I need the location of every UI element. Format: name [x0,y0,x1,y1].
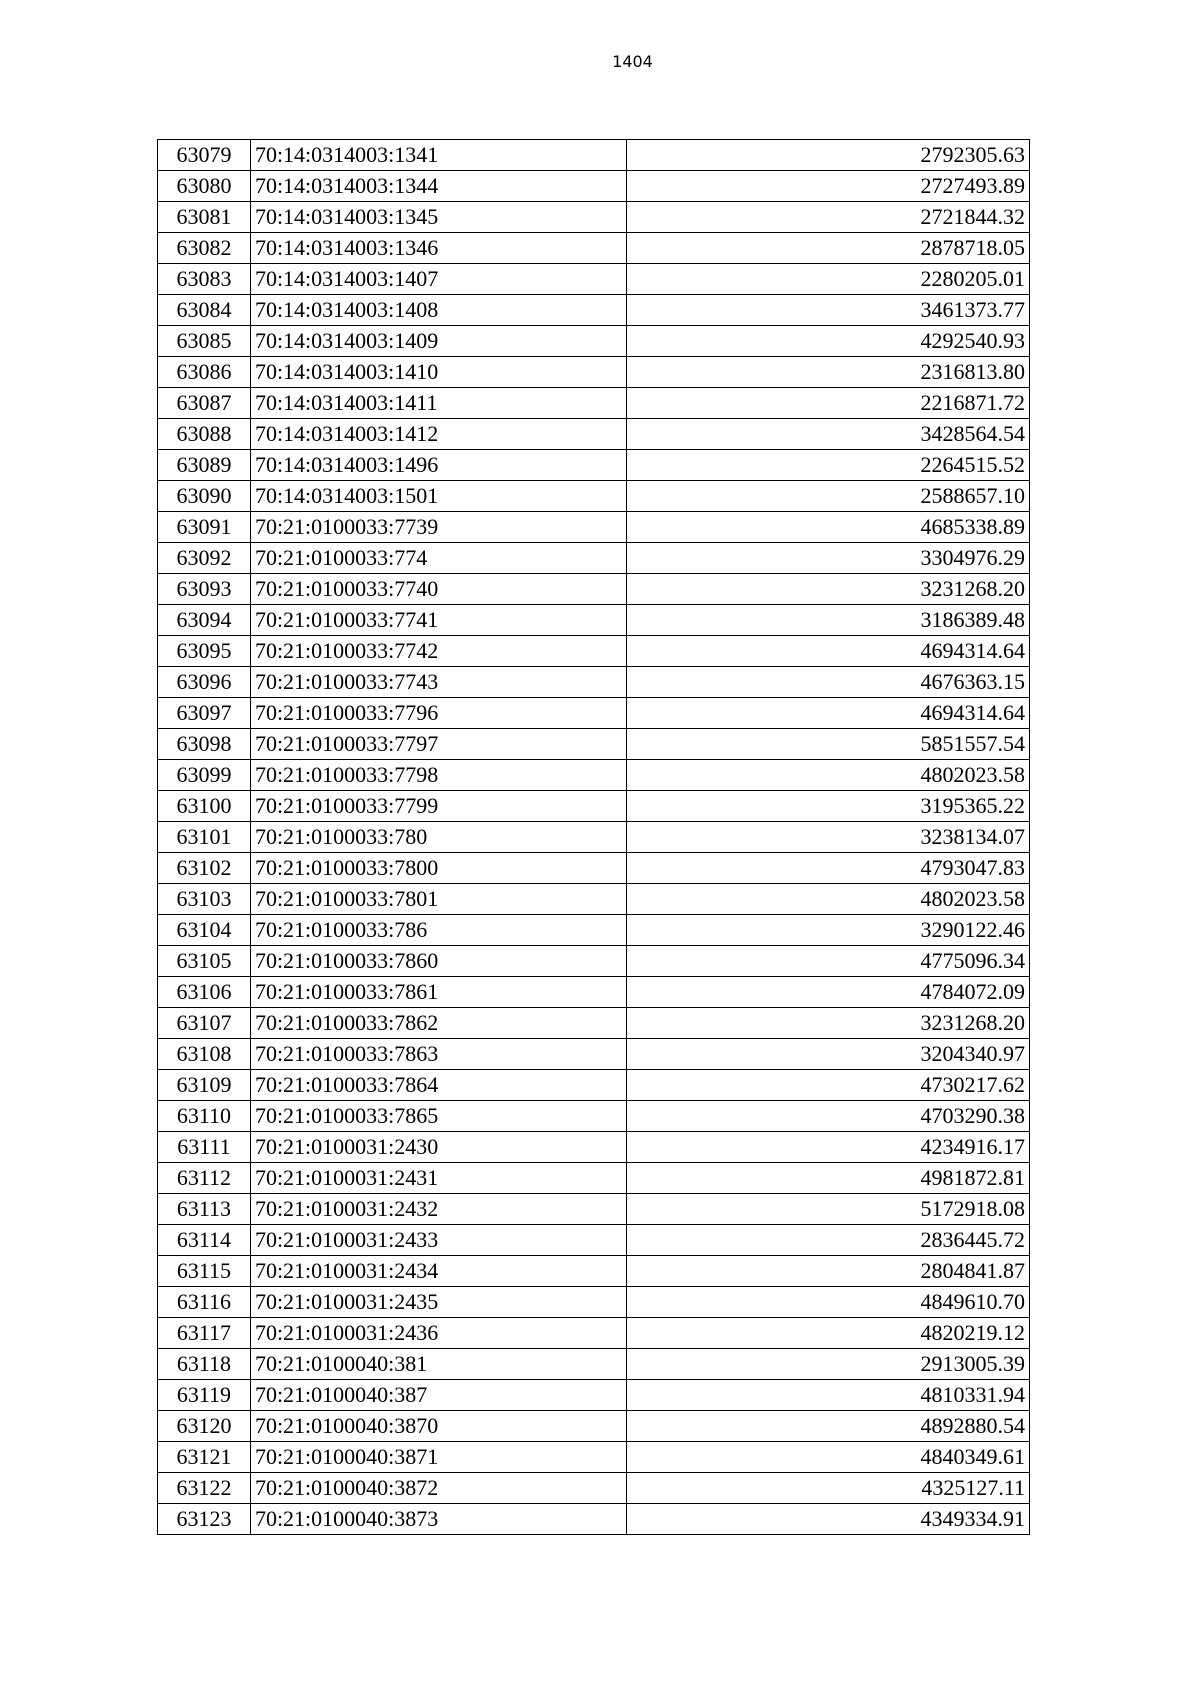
row-number: 63111 [158,1132,251,1163]
cadastral-number: 70:21:0100033:7801 [250,884,626,915]
row-number: 63102 [158,853,251,884]
row-number: 63087 [158,388,251,419]
table-row [158,1349,1030,1380]
row-number: 63094 [158,605,251,636]
cadastral-number: 70:21:0100033:7865 [250,1101,626,1132]
row-number: 63107 [158,1008,251,1039]
table-row [158,481,1030,512]
row-number: 63093 [158,574,251,605]
table-row [158,1039,1030,1070]
table-row [158,1473,1030,1504]
row-number: 63104 [158,915,251,946]
table-row [158,977,1030,1008]
cadastral-number: 70:21:0100033:7864 [250,1070,626,1101]
row-number: 63086 [158,357,251,388]
cadastral-number: 70:21:0100031:2430 [250,1132,626,1163]
cadastral-number: 70:14:0314003:1346 [250,233,626,264]
table-row [158,1132,1030,1163]
cadastral-number: 70:21:0100033:786 [250,915,626,946]
table-row [158,1380,1030,1411]
cadastral-number: 70:21:0100033:7860 [250,946,626,977]
cadastral-number: 70:14:0314003:1408 [250,295,626,326]
cadastral-value: 3195365.22 [626,791,1029,822]
cadastral-value: 2588657.10 [626,481,1029,512]
cadastral-number: 70:21:0100040:387 [250,1380,626,1411]
cadastral-number: 70:21:0100033:7739 [250,512,626,543]
cadastral-number: 70:21:0100033:780 [250,822,626,853]
row-number: 63089 [158,450,251,481]
row-number: 63115 [158,1256,251,1287]
table-row [158,295,1030,326]
cadastral-number: 70:21:0100033:7741 [250,605,626,636]
table-row [158,1256,1030,1287]
table-row [158,357,1030,388]
cadastral-number: 70:21:0100033:774 [250,543,626,574]
table-row [158,388,1030,419]
table-row [158,574,1030,605]
table-row [158,202,1030,233]
cadastral-number: 70:14:0314003:1407 [250,264,626,295]
table-row [158,1101,1030,1132]
row-number: 63118 [158,1349,251,1380]
table-row [158,171,1030,202]
cadastral-value: 2727493.89 [626,171,1029,202]
cadastral-value: 2878718.05 [626,233,1029,264]
table-row [158,1225,1030,1256]
cadastral-number: 70:21:0100033:7740 [250,574,626,605]
row-number: 63108 [158,1039,251,1070]
cadastral-number: 70:21:0100033:7862 [250,1008,626,1039]
cadastral-number: 70:14:0314003:1501 [250,481,626,512]
table-row [158,512,1030,543]
table-row [158,543,1030,574]
cadastral-number: 70:14:0314003:1411 [250,388,626,419]
cadastral-value: 4802023.58 [626,884,1029,915]
cadastral-number: 70:21:0100033:7861 [250,977,626,1008]
cadastral-number: 70:21:0100031:2431 [250,1163,626,1194]
cadastral-value: 4775096.34 [626,946,1029,977]
cadastral-number: 70:14:0314003:1345 [250,202,626,233]
cadastral-value: 4820219.12 [626,1318,1029,1349]
table-row [158,326,1030,357]
cadastral-value: 4325127.11 [626,1473,1029,1504]
cadastral-value: 3231268.20 [626,574,1029,605]
table-row [158,264,1030,295]
cadastral-value: 5851557.54 [626,729,1029,760]
row-number: 63119 [158,1380,251,1411]
table-row [158,1411,1030,1442]
cadastral-value: 4292540.93 [626,326,1029,357]
row-number: 63092 [158,543,251,574]
cadastral-number: 70:21:0100033:7800 [250,853,626,884]
cadastral-value: 4685338.89 [626,512,1029,543]
table-row [158,729,1030,760]
cadastral-number: 70:21:0100033:7863 [250,1039,626,1070]
cadastral-number: 70:21:0100031:2435 [250,1287,626,1318]
table-row [158,853,1030,884]
table-body [158,140,1030,1535]
cadastral-number: 70:21:0100033:7798 [250,760,626,791]
row-number: 63081 [158,202,251,233]
cadastral-number: 70:21:0100040:3871 [250,1442,626,1473]
row-number: 63112 [158,1163,251,1194]
cadastral-value: 4981872.81 [626,1163,1029,1194]
cadastral-value: 4810331.94 [626,1380,1029,1411]
row-number: 63091 [158,512,251,543]
cadastral-number: 70:21:0100031:2434 [250,1256,626,1287]
cadastral-number: 70:21:0100040:3872 [250,1473,626,1504]
cadastral-number: 70:14:0314003:1410 [250,357,626,388]
cadastral-value: 4849610.70 [626,1287,1029,1318]
row-number: 63099 [158,760,251,791]
table-row [158,915,1030,946]
table-row [158,1163,1030,1194]
cadastral-value: 4840349.61 [626,1442,1029,1473]
cadastral-value: 2316813.80 [626,357,1029,388]
row-number: 63113 [158,1194,251,1225]
cadastral-value: 5172918.08 [626,1194,1029,1225]
cadastral-value: 4694314.64 [626,636,1029,667]
row-number: 63088 [158,419,251,450]
cadastral-value: 3204340.97 [626,1039,1029,1070]
cadastral-number: 70:14:0314003:1496 [250,450,626,481]
cadastral-value: 2721844.32 [626,202,1029,233]
cadastral-value: 4784072.09 [626,977,1029,1008]
cadastral-value: 3461373.77 [626,295,1029,326]
row-number: 63084 [158,295,251,326]
row-number: 63080 [158,171,251,202]
table-row [158,1287,1030,1318]
cadastral-number: 70:21:0100031:2432 [250,1194,626,1225]
table-row [158,822,1030,853]
cadastral-number: 70:21:0100040:3870 [250,1411,626,1442]
cadastral-number: 70:21:0100040:381 [250,1349,626,1380]
table-row [158,884,1030,915]
cadastral-number: 70:14:0314003:1409 [250,326,626,357]
cadastral-value: 4793047.83 [626,853,1029,884]
table-row [158,698,1030,729]
row-number: 63095 [158,636,251,667]
table-row [158,450,1030,481]
row-number: 63122 [158,1473,251,1504]
cadastral-value: 4802023.58 [626,760,1029,791]
cadastral-number: 70:21:0100033:7796 [250,698,626,729]
cadastral-value: 3231268.20 [626,1008,1029,1039]
row-number: 63079 [158,140,251,171]
row-number: 63106 [158,977,251,1008]
cadastral-value: 3428564.54 [626,419,1029,450]
cadastral-value: 4703290.38 [626,1101,1029,1132]
cadastral-value: 3290122.46 [626,915,1029,946]
cadastral-value: 2216871.72 [626,388,1029,419]
row-number: 63096 [158,667,251,698]
row-number: 63101 [158,822,251,853]
table-row [158,1504,1030,1535]
cadastral-value: 4234916.17 [626,1132,1029,1163]
cadastral-value: 4694314.64 [626,698,1029,729]
row-number: 63110 [158,1101,251,1132]
row-number: 63103 [158,884,251,915]
cadastral-number: 70:21:0100033:7797 [250,729,626,760]
cadastral-value: 4730217.62 [626,1070,1029,1101]
row-number: 63114 [158,1225,251,1256]
table-row [158,419,1030,450]
cadastral-value: 4349334.91 [626,1504,1029,1535]
cadastral-value: 2792305.63 [626,140,1029,171]
cadastral-number: 70:14:0314003:1412 [250,419,626,450]
cadastral-number: 70:21:0100033:7743 [250,667,626,698]
table-row [158,760,1030,791]
table-row [158,1194,1030,1225]
table-row [158,667,1030,698]
row-number: 63109 [158,1070,251,1101]
cadastral-number: 70:14:0314003:1344 [250,171,626,202]
row-number: 63116 [158,1287,251,1318]
row-number: 63082 [158,233,251,264]
cadastral-value: 2280205.01 [626,264,1029,295]
table-row [158,636,1030,667]
cadastral-value: 2804841.87 [626,1256,1029,1287]
cadastral-number: 70:14:0314003:1341 [250,140,626,171]
page-number: 1404 [612,52,653,71]
row-number: 63085 [158,326,251,357]
table-row [158,1318,1030,1349]
table-row [158,1442,1030,1473]
cadastral-value: 4892880.54 [626,1411,1029,1442]
cadastral-number: 70:21:0100033:7799 [250,791,626,822]
row-number: 63083 [158,264,251,295]
cadastral-number: 70:21:0100031:2436 [250,1318,626,1349]
table-row [158,140,1030,171]
table-row [158,233,1030,264]
cadastral-value: 4676363.15 [626,667,1029,698]
row-number: 63090 [158,481,251,512]
table-row [158,1008,1030,1039]
cadastral-value: 3304976.29 [626,543,1029,574]
table-row [158,1070,1030,1101]
row-number: 63098 [158,729,251,760]
row-number: 63105 [158,946,251,977]
row-number: 63097 [158,698,251,729]
cadastral-number: 70:21:0100033:7742 [250,636,626,667]
row-number: 63100 [158,791,251,822]
cadastral-value-table [157,139,1030,1535]
cadastral-value: 2913005.39 [626,1349,1029,1380]
row-number: 63117 [158,1318,251,1349]
cadastral-value: 3238134.07 [626,822,1029,853]
row-number: 63121 [158,1442,251,1473]
cadastral-value: 2836445.72 [626,1225,1029,1256]
cadastral-number: 70:21:0100040:3873 [250,1504,626,1535]
cadastral-value: 2264515.52 [626,450,1029,481]
table-row [158,946,1030,977]
cadastral-value: 3186389.48 [626,605,1029,636]
row-number: 63123 [158,1504,251,1535]
cadastral-number: 70:21:0100031:2433 [250,1225,626,1256]
table-row [158,791,1030,822]
table-row [158,605,1030,636]
row-number: 63120 [158,1411,251,1442]
